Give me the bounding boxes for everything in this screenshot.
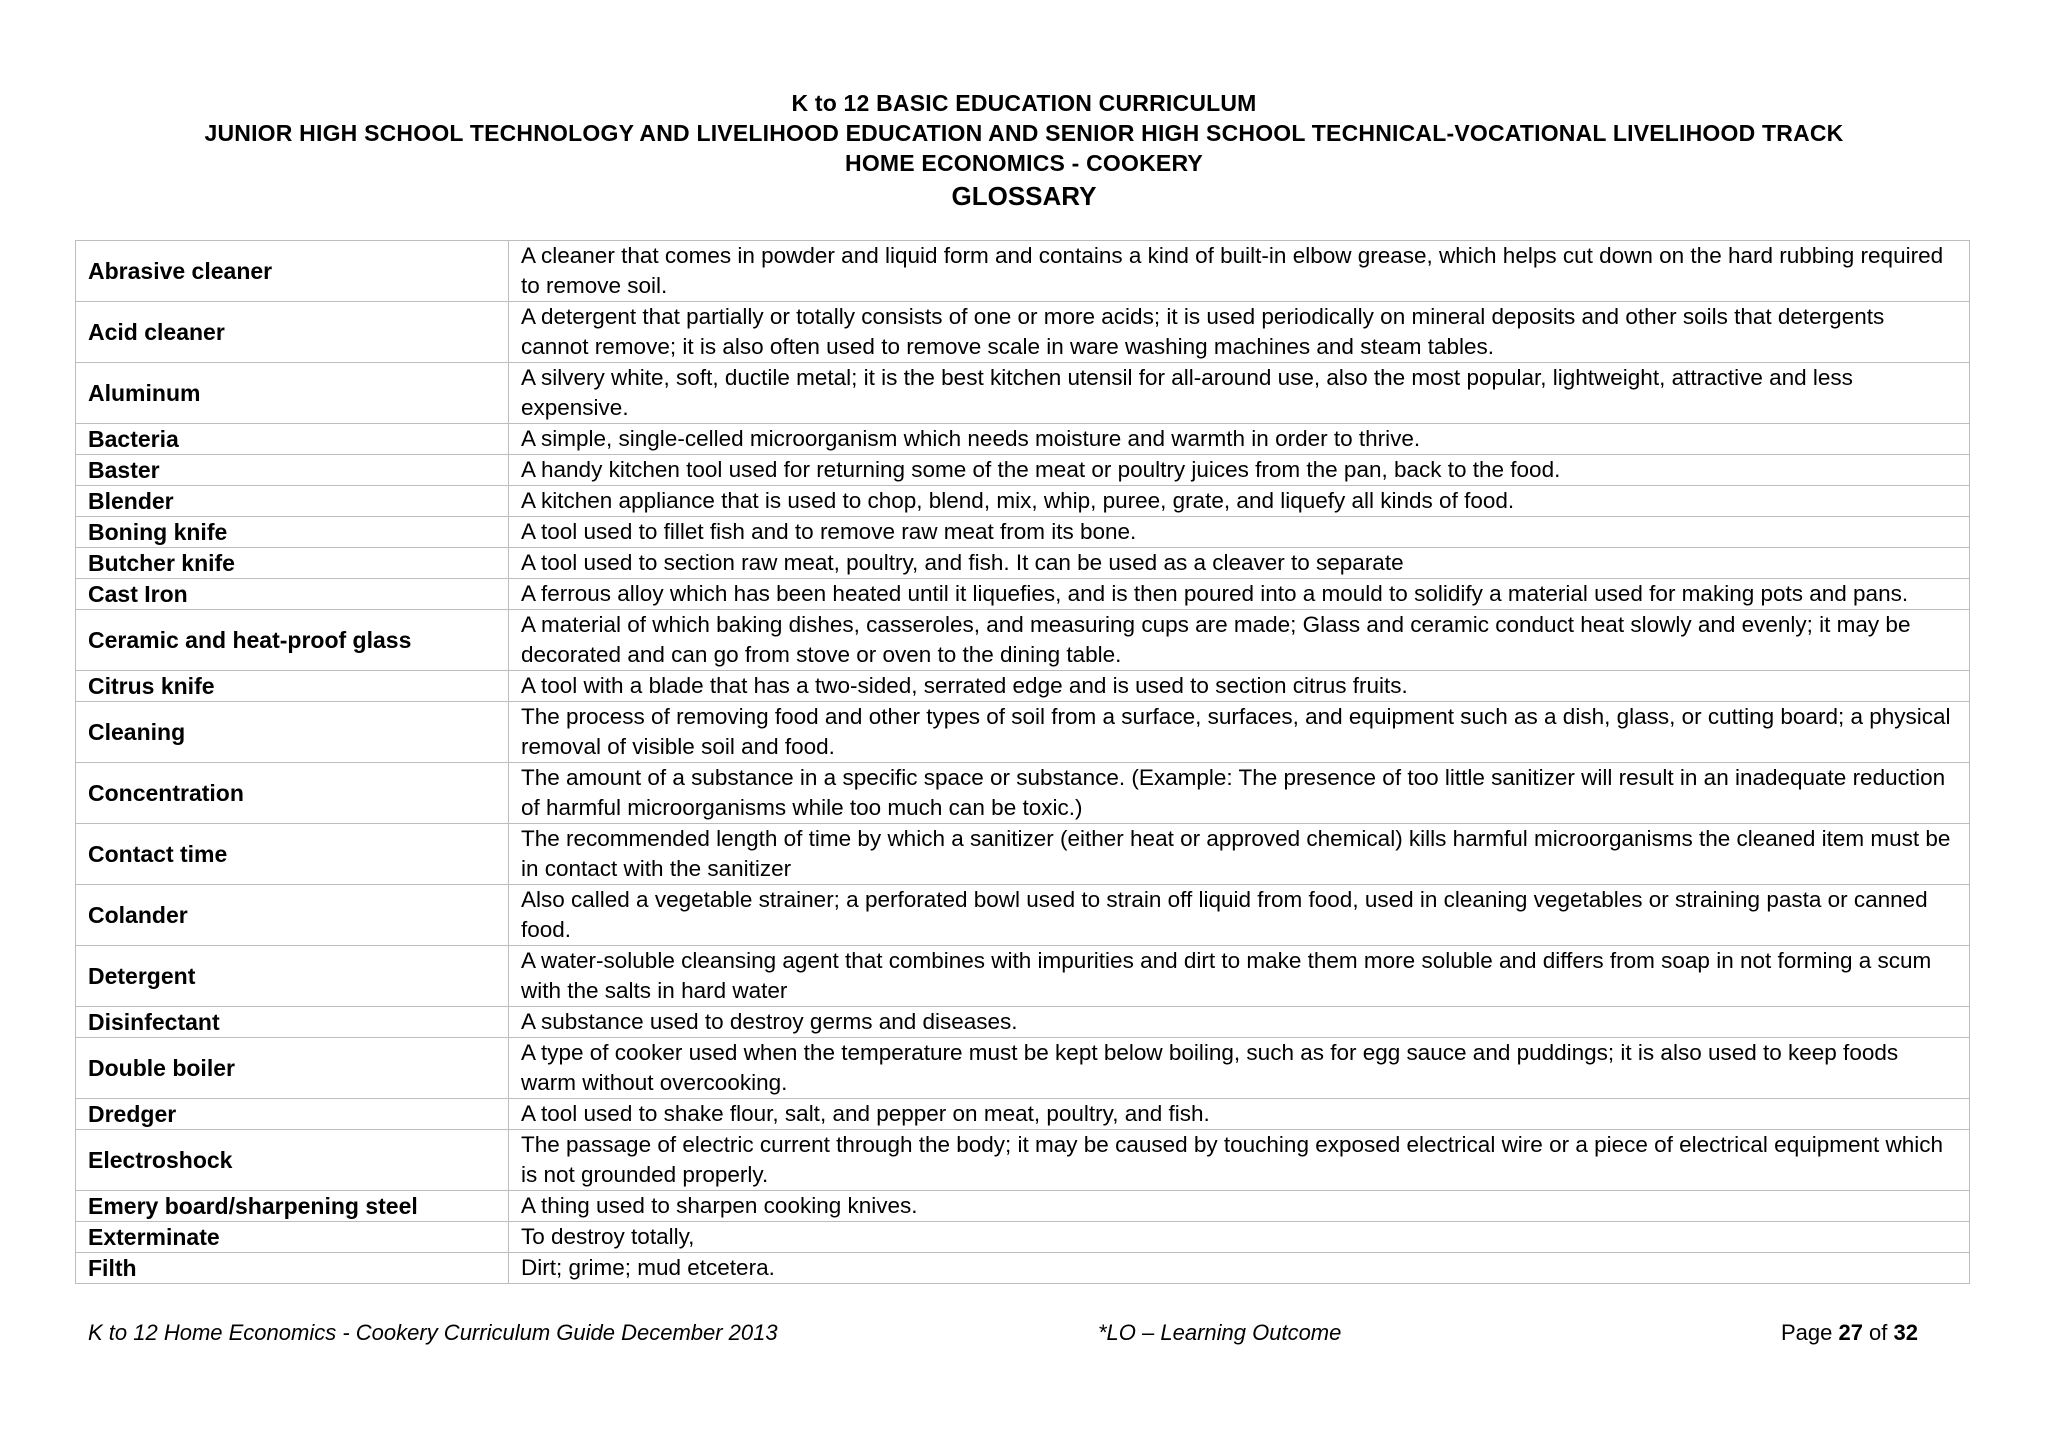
glossary-term: Cleaning [76, 702, 509, 763]
glossary-definition: A silvery white, soft, ductile metal; it is the best kitchen utensil for all-around use, also the most popular, lightweight, attractive and less expensive. [509, 363, 1970, 424]
glossary-row [76, 1038, 1970, 1099]
glossary-row [76, 486, 1970, 517]
glossary-definition: A tool used to fillet fish and to remove raw meat from its bone. [509, 517, 1970, 548]
glossary-row [76, 455, 1970, 486]
subject-title: HOME ECONOMICS - COOKERY [845, 150, 1203, 176]
glossary-term: Bacteria [76, 424, 509, 455]
glossary-term: Blender [76, 486, 509, 517]
glossary-row [76, 610, 1970, 671]
glossary-row [76, 241, 1970, 302]
glossary-definition: A tool used to section raw meat, poultry, and fish. It can be used as a cleaver to separate [509, 548, 1970, 579]
glossary-term: Emery board/sharpening steel [76, 1191, 509, 1222]
glossary-term: Detergent [76, 946, 509, 1007]
glossary-definition: A simple, single-celled microorganism which needs moisture and warmth in order to thrive. [509, 424, 1970, 455]
glossary-definition: A handy kitchen tool used for returning some of the meat or poultry juices from the pan, back to the food. [509, 455, 1970, 486]
glossary-term: Cast Iron [76, 579, 509, 610]
glossary-definition: A tool used to shake flour, salt, and pepper on meat, poultry, and fish. [509, 1099, 1970, 1130]
glossary-definition: A cleaner that comes in powder and liquid form and contains a kind of built-in elbow grease, which helps cut down on the hard rubbing required to remove soil. [509, 241, 1970, 302]
glossary-term: Contact time [76, 824, 509, 885]
glossary-definition: The amount of a substance in a specific space or substance. (Example: The presence of too little sanitizer will result in an inadequate reduction of harmful microorganisms while too much can be toxic.) [509, 763, 1970, 824]
glossary-definition: A type of cooker used when the temperature must be kept below boiling, such as for egg sauce and puddings; it is also used to keep foods warm without overcooking. [509, 1038, 1970, 1099]
glossary-row [76, 1007, 1970, 1038]
glossary-definition: A tool with a blade that has a two-sided, serrated edge and is used to section citrus fruits. [509, 671, 1970, 702]
glossary-row [76, 885, 1970, 946]
glossary-term: Acid cleaner [76, 302, 509, 363]
glossary-definition: A detergent that partially or totally consists of one or more acids; it is used periodically on mineral deposits and other soils that detergents cannot remove; it is also often used to remove scale in ware washing machines and steam tables. [509, 302, 1970, 363]
glossary-term: Filth [76, 1253, 509, 1284]
glossary-body [76, 241, 1970, 1284]
glossary-definition: A substance used to destroy germs and diseases. [509, 1007, 1970, 1038]
glossary-definition: Also called a vegetable strainer; a perforated bowl used to strain off liquid from food, used in cleaning vegetables or straining pasta or canned food. [509, 885, 1970, 946]
glossary-definition: A material of which baking dishes, casseroles, and measuring cups are made; Glass and ceramic conduct heat slowly and evenly; it may be decorated and can go from stove or oven to the dining table. [509, 610, 1970, 671]
glossary-row [76, 363, 1970, 424]
page-footer [88, 1316, 1918, 1350]
glossary-term: Boning knife [76, 517, 509, 548]
page-current: 27 [1838, 1320, 1863, 1345]
glossary-term: Butcher knife [76, 548, 509, 579]
page-title: GLOSSARY [951, 181, 1097, 211]
glossary-term: Disinfectant [76, 1007, 509, 1038]
glossary-term: Exterminate [76, 1222, 509, 1253]
glossary-term: Baster [76, 455, 509, 486]
glossary-row [76, 702, 1970, 763]
glossary-row [76, 824, 1970, 885]
track-title: JUNIOR HIGH SCHOOL TECHNOLOGY AND LIVELIHOOD EDUCATION AND SENIOR HIGH SCHOOL TECHNICAL-VOCATIONAL LIVELIHOOD TRACK [204, 120, 1844, 146]
glossary-row [76, 1130, 1970, 1191]
glossary-term: Colander [76, 885, 509, 946]
glossary-term: Double boiler [76, 1038, 509, 1099]
curriculum-title: K to 12 BASIC EDUCATION CURRICULUM [791, 90, 1257, 116]
page-prefix: Page [1780, 1320, 1839, 1345]
footer-guide-title: K to 12 Home Economics - Cookery Curriculum Guide December 2013 [88, 1320, 778, 1345]
glossary-term: Aluminum [76, 363, 509, 424]
glossary-term: Dredger [76, 1099, 509, 1130]
glossary-definition: To destroy totally, [509, 1222, 1970, 1253]
glossary-row [76, 1222, 1970, 1253]
glossary-definition: A ferrous alloy which has been heated until it liquefies, and is then poured into a mould to solidify a material used for making pots and pans. [509, 579, 1970, 610]
glossary-row [76, 1099, 1970, 1130]
glossary-term: Electroshock [76, 1130, 509, 1191]
glossary-definition: The recommended length of time by which a sanitizer (either heat or approved chemical) kills harmful microorganisms the cleaned item must be in contact with the sanitizer [509, 824, 1970, 885]
glossary-definition: A thing used to sharpen cooking knives. [509, 1191, 1970, 1222]
glossary-definition: A kitchen appliance that is used to chop, blend, mix, whip, puree, grate, and liquefy all kinds of food. [509, 486, 1970, 517]
glossary-row [76, 671, 1970, 702]
glossary-definition: The process of removing food and other types of soil from a surface, surfaces, and equipment such as a dish, glass, or cutting board; a physical removal of visible soil and food. [509, 702, 1970, 763]
glossary-definition: A water-soluble cleansing agent that combines with impurities and dirt to make them more soluble and differs from soap in not forming a scum with the salts in hard water [509, 946, 1970, 1007]
glossary-row [76, 946, 1970, 1007]
glossary-term: Concentration [76, 763, 509, 824]
glossary-term: Abrasive cleaner [76, 241, 509, 302]
page-number [1781, 1316, 1918, 1350]
glossary-row [76, 302, 1970, 363]
glossary-row [76, 763, 1970, 824]
glossary-row [76, 1191, 1970, 1222]
glossary-table [75, 240, 1970, 1284]
glossary-term: Ceramic and heat-proof glass [76, 610, 509, 671]
page-total: 32 [1893, 1320, 1918, 1345]
glossary-definition: Dirt; grime; mud etcetera. [509, 1253, 1970, 1284]
glossary-row [76, 579, 1970, 610]
document-header [0, 88, 2048, 213]
footer-note: *LO – Learning Outcome [1098, 1320, 1342, 1345]
page-of: of [1862, 1320, 1894, 1345]
glossary-row [76, 424, 1970, 455]
glossary-definition: The passage of electric current through the body; it may be caused by touching exposed electrical wire or a piece of electrical equipment which is not grounded properly. [509, 1130, 1970, 1191]
glossary-row [76, 517, 1970, 548]
glossary-row [76, 1253, 1970, 1284]
glossary-term: Citrus knife [76, 671, 509, 702]
glossary-row [76, 548, 1970, 579]
